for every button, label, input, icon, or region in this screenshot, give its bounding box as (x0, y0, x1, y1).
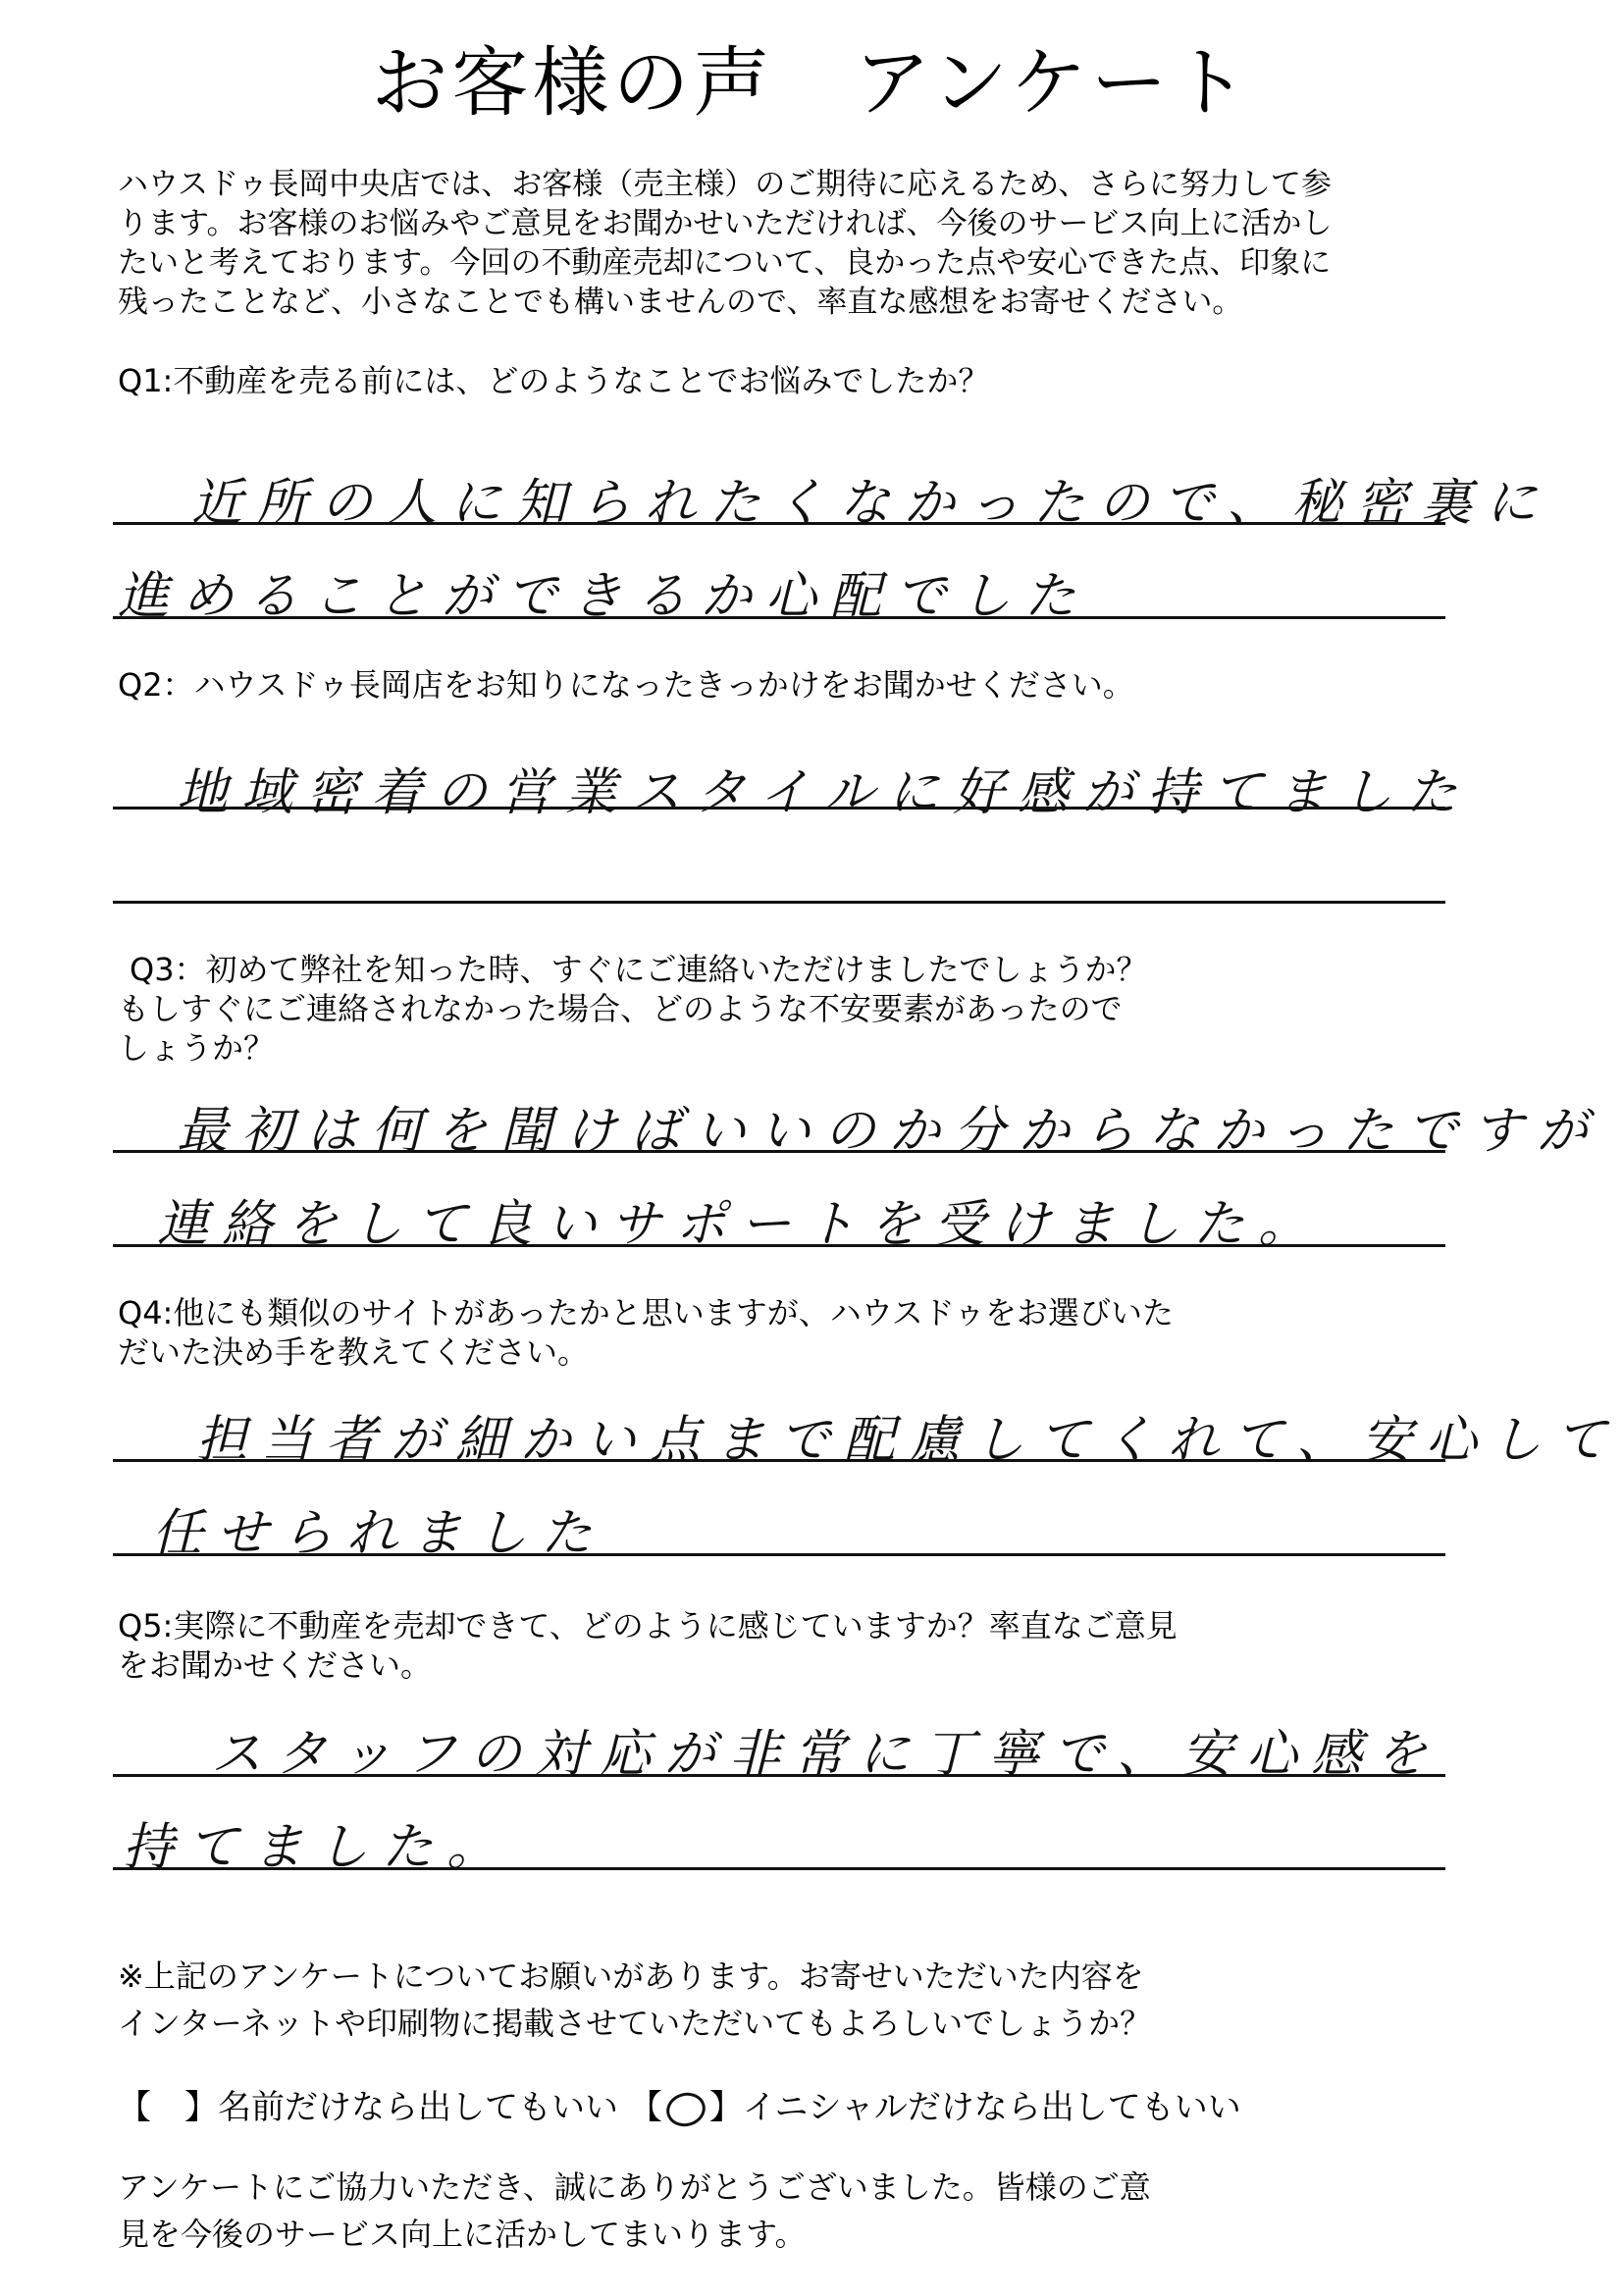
answer-4-line-2: 任せられました (152, 1504, 606, 1563)
page-title: お客様の声 アンケート (371, 39, 1252, 128)
intro-line: たいと考えております。今回の不動産売却について、良かった点や安心できた点、印象に (118, 245, 1332, 281)
question-4 (118, 1293, 1452, 1372)
question-3 (118, 950, 1452, 1068)
answer-3-line-1: 最初は何を聞けばいいのか分からなかったですが (177, 1102, 1602, 1161)
choice-name-only-bracket-open: 【 (118, 2088, 151, 2127)
question-1 (118, 361, 1452, 400)
closing-line: アンケートにご協力いただき、誠にありがとうございました。皆様のご意 (118, 2168, 1151, 2206)
answer-2-rule-2 (113, 901, 1445, 904)
answer-5-line-1: スタッフの対応が非常に丁寧で、安心感を (211, 1725, 1440, 1784)
choice-initials-only-bracket-close: 】 (708, 2088, 743, 2127)
question-3-line-3: しょうか？ (118, 1029, 276, 1067)
answer-1-line-1: 近所の人に知られたくなかったので、秘密裏に (191, 474, 1550, 533)
intro-paragraph (118, 165, 1452, 322)
choice-initials-only[interactable] (629, 2080, 1241, 2128)
question-3-line-1: Q3：初めて弊社を知った時、すぐにご連絡いただけましたでしょうか？ (130, 951, 1148, 988)
choice-name-only-label: 名前だけなら出してもいい (218, 2088, 618, 2127)
answer-3-rule-2 (113, 1244, 1445, 1247)
note-line: インターネットや印刷物に掲載させていただいてもよろしいでしょうか？ (118, 2005, 1152, 2042)
intro-line: ります。お客様のお悩みやご意見をお聞かせいただければ、今後のサービス向上に活かし (118, 206, 1333, 241)
question-3-line-2: もしすぐにご連絡されなかった場合、どのような不安要素があったので (118, 990, 1123, 1027)
publication-request-note (118, 1953, 1452, 2047)
closing-message (118, 2164, 1452, 2258)
question-2 (118, 665, 1452, 704)
question-2-text: Q2：ハウスドゥ長岡店をお知りになったきっかけをお聞かせください。 (118, 666, 1134, 704)
answer-5-rule-2 (113, 1867, 1445, 1870)
intro-line: ハウスドゥ長岡中央店では、お客様（売主様）のご期待に応えるため、さらに努力して参 (118, 167, 1333, 202)
choice-name-only[interactable] (118, 2080, 618, 2128)
answer-1-rule-1 (113, 522, 1445, 525)
note-line: ※上記のアンケートについてお願いがあります。お寄せいただいた内容を (118, 1957, 1144, 1995)
answer-1-line-2: 進めることができるか心配でした (118, 567, 1090, 626)
question-5 (118, 1606, 1452, 1685)
choice-initials-only-bracket-open: 【 (628, 2088, 662, 2127)
selected-circle-mark[interactable] (662, 2088, 708, 2130)
intro-line: 残ったことなど、小さなことでも構いませんので、率直な感想をお寄せください。 (118, 285, 1243, 320)
publication-choices (118, 2080, 1241, 2128)
choice-initials-only-label: イニシャルだけなら出してもいい (742, 2088, 1241, 2127)
answer-5-line-2: 持てました。 (123, 1818, 512, 1877)
question-1-text: Q1:不動産を売る前には、どのようなことでお悩みでしたか？ (118, 362, 990, 399)
answer-4-rule-2 (113, 1553, 1445, 1556)
answer-5-rule-1 (113, 1774, 1445, 1777)
choice-name-only-bracket-close: 】 (184, 2088, 218, 2127)
question-5-line-2: をお聞かせください。 (118, 1646, 433, 1684)
answer-3-line-2: 連絡をして良いサポートを受けました。 (157, 1195, 1324, 1254)
answer-4-rule-1 (113, 1459, 1445, 1462)
answer-2-rule-1 (113, 807, 1445, 809)
closing-line: 見を今後のサービス向上に活かしてまいります。 (118, 2216, 807, 2253)
question-4-line-2: だいた決め手を教えてください。 (118, 1333, 590, 1371)
answer-3-rule-1 (113, 1150, 1445, 1153)
question-4-line-1: Q4:他にも類似のサイトがあったかと思いますが、ハウスドゥをお選びいた (118, 1294, 1175, 1331)
answer-4-line-1: 担当者が細かい点まで配慮してくれて、安心して (196, 1411, 1620, 1470)
answer-2-line-1: 地域密着の営業スタイルに好感が持てました (177, 763, 1471, 822)
question-5-line-1: Q5:実際に不動産を売却できて、どのように感じていますか？率直なご意見 (118, 1607, 1178, 1644)
answer-1-rule-2 (113, 616, 1445, 619)
